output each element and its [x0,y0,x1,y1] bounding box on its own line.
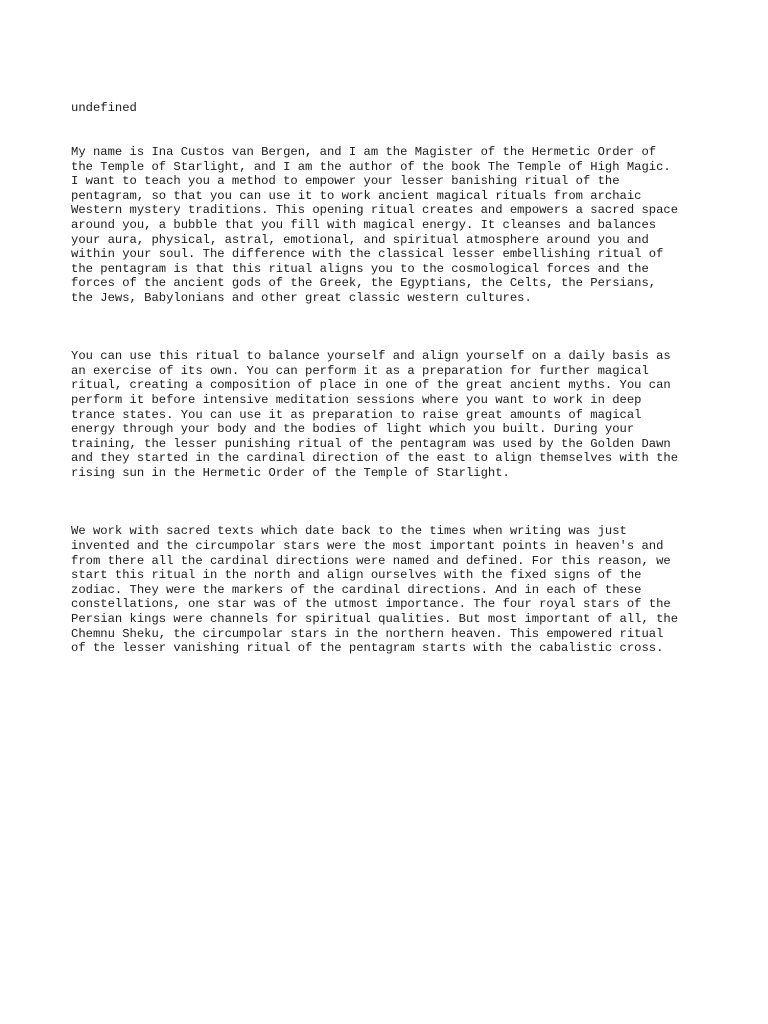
paragraph-3: We work with sacred texts which date back to the times when writing was just invented and the circumpolar stars were the most important points in heaven's and from there all the cardinal directions were named and defined. For this reason, we start this ritual in the north and align ourselves with the fixed signs of the zodiac. They were the markers of the cardinal directions. And in each of these constellations, one star was of the utmost importance. The four royal stars of the Persian kings were channels for spiritual qualities. But most important of all, the Chemnu Sheku, the circumpolar stars in the northern heaven. This empowered ritual of the lesser vanishing ritual of the pentagram starts with the cabalistic cross. [71,524,679,656]
paragraph-2: You can use this ritual to balance yourself and align yourself on a daily basis as an exercise of its own. You can perform it as a preparation for further magical ritual, creating a composition of place in one of the great ancient myths. You can perform it before intensive meditation sessions where you want to work in deep trance states. You can use it as preparation to raise great amounts of magical energy through your body and the bodies of light which you built. During your training, the lesser punishing ritual of the pentagram was used by the Golden Dawn and they started in the cardinal direction of the east to align themselves with the rising sun in the Hermetic Order of the Temple of Starlight. [71,349,679,481]
document-header: undefined [71,101,137,116]
document-body [71,72,711,700]
paragraph-1: My name is Ina Custos van Bergen, and I am the Magister of the Hermetic Order of the Temple of Starlight, and I am the author of the book The Temple of High Magic. I want to teach you a method to empower your lesser banishing ritual of the pentagram, so that you can use it to work ancient magical rituals from archaic Western mystery traditions. This opening ritual creates and empowers a sacred space around you, a bubble that you fill with magical energy. It cleanses and balances your aura, physical, astral, emotional, and spiritual atmosphere around you and within your soul. The difference with the classical lesser embellishing ritual of the pentagram is that this ritual aligns you to the cosmological forces and the forces of the ancient gods of the Greek, the Egyptians, the Celts, the Persians, the Jews, Babylonians and other great classic western cultures. [71,144,679,305]
